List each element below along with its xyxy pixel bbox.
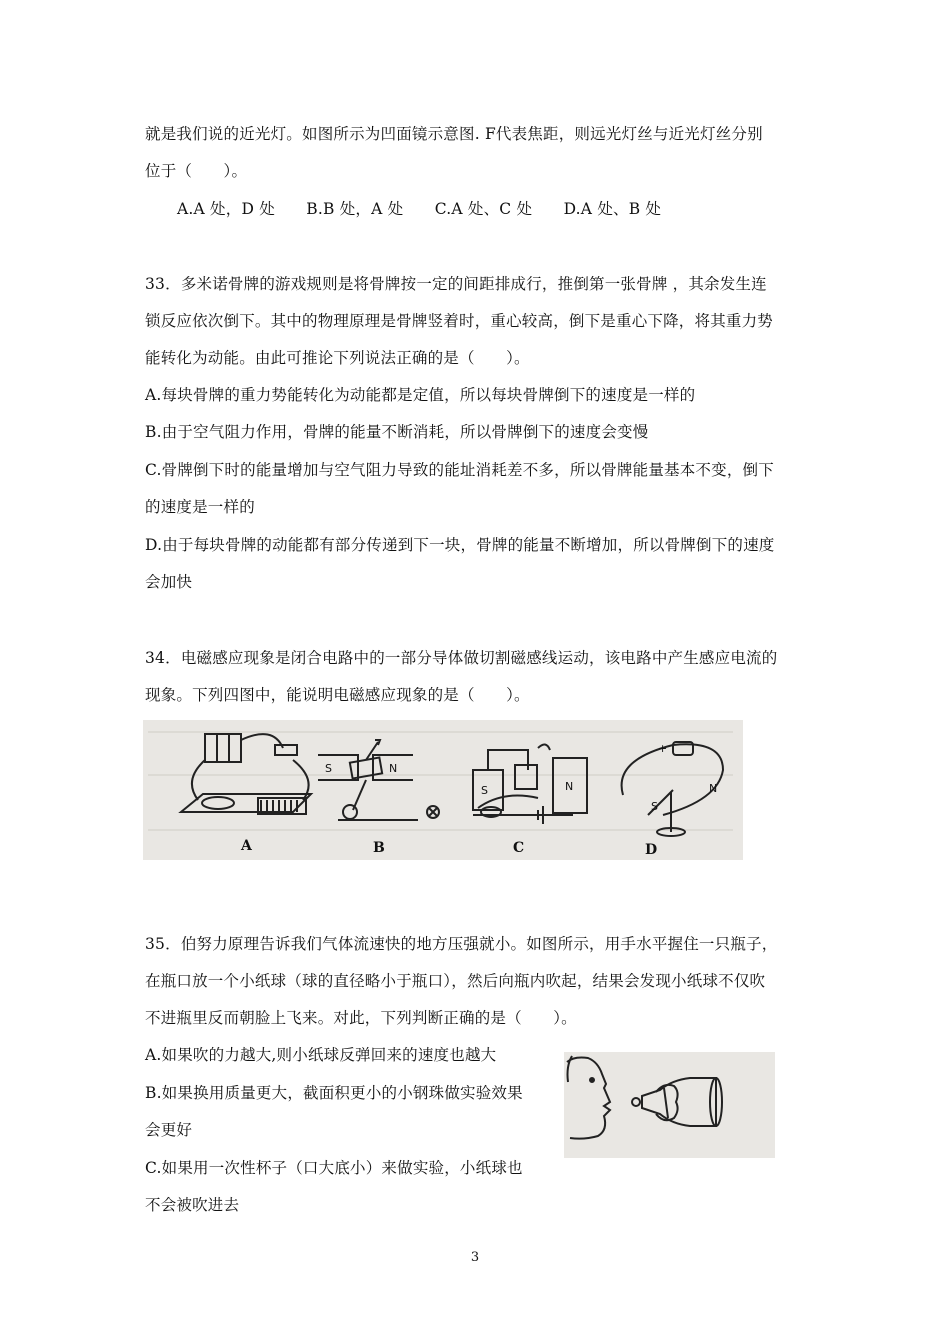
q34-stem-line1: 34．电磁感应现象是闭合电路中的一部分导体做切割磁感线运动，该电路中产生感应电流的 (145, 649, 778, 667)
q33-stem-line1: 33．多米诺骨牌的游戏规则是将骨牌按一定的间距排成行，推倒第一张骨牌 ，其余发生连 (145, 275, 767, 293)
q32-text-line2: 位于（ ）。 (145, 162, 248, 180)
electromagnetic-induction-figure (143, 720, 743, 860)
q35-option-b-line2: 会更好 (145, 1121, 193, 1139)
diagram-a (181, 734, 311, 814)
q33-option-d-line2: 会加快 (145, 573, 193, 591)
diagram-d (622, 742, 723, 836)
q35-stem-line2: 在瓶口放一个小纸球（球的直径略小于瓶口），然后向瓶内吹起，结果会发现小纸球不仅吹 (145, 972, 766, 990)
q33-option-a: A.每块骨牌的重力势能转化为动能都是定值，所以每块骨牌倒下的速度是一样的 (145, 386, 696, 404)
diagram-label-d: D (645, 842, 658, 858)
q35-option-b-line1: B.如果换用质量更大，截面积更小的小钢珠做实验效果 (145, 1084, 523, 1102)
q35-option-c-line1: C.如果用一次性杯子（口大底小）来做实验，小纸球也 (145, 1159, 523, 1177)
pole-label-n-d: N (709, 782, 718, 795)
diagram-b (318, 740, 439, 820)
bottle-blowing-figure (564, 1052, 775, 1158)
pole-label-n-b: N (389, 762, 398, 775)
q35-stem-line1: 35．伯努力原理告诉我们气体流速快的地方压强就小。如图所示，用手水平握住一只瓶子， (145, 935, 778, 953)
diagram-label-b: B (373, 840, 385, 856)
pole-label-s-b: S (325, 762, 332, 775)
q35-option-a: A.如果吹的力越大,则小纸球反弹回来的速度也越大 (145, 1046, 497, 1064)
q34-stem-line2: 现象。下列四图中，能说明电磁感应现象的是（ ）。 (145, 686, 530, 704)
q35-option-c-line2: 不会被吹进去 (145, 1196, 240, 1214)
q32-options: A.A 处，D 处 B.B 处，A 处 C.A 处、C 处 D.A 处、B 处 (177, 200, 662, 218)
q32-text-line1: 就是我们说的近光灯。如图所示为凹面镜示意图. F代表焦距，则远光灯丝与近光灯丝分别 (145, 125, 763, 143)
diagram-label-c: C (513, 840, 525, 856)
diagram-label-a: A (241, 838, 252, 854)
pole-label-s-c: S (481, 784, 488, 797)
q35-stem-line3: 不进瓶里反而朝脸上飞来。对此，下列判断正确的是（ ）。 (145, 1009, 577, 1027)
q33-option-c-line1: C.骨牌倒下时的能量增加与空气阻力导致的能址消耗差不多，所以骨牌能量基本不变，倒下 (145, 461, 774, 479)
pole-label-n-c: N (565, 780, 574, 793)
page-number: 3 (470, 1250, 480, 1265)
q33-option-d-line1: D.由于每块骨牌的动能都有部分传递到下一块，骨牌的能量不断增加，所以骨牌倒下的速度 (145, 536, 775, 554)
q33-option-c-line2: 的速度是一样的 (145, 498, 255, 516)
q33-stem-line3: 能转化为动能。由此可推论下列说法正确的是（ ）。 (145, 349, 530, 367)
pole-label-plus-d: + (658, 742, 668, 755)
q33-option-b: B.由于空气阻力作用，骨牌的能量不断消耗，所以骨牌倒下的速度会变慢 (145, 423, 649, 441)
q33-stem-line2: 锁反应依次倒下。其中的物理原理是骨牌竖着时，重心较高，倒下是重心下降，将其重力势 (145, 312, 774, 330)
pole-label-s-d: S (651, 800, 658, 813)
